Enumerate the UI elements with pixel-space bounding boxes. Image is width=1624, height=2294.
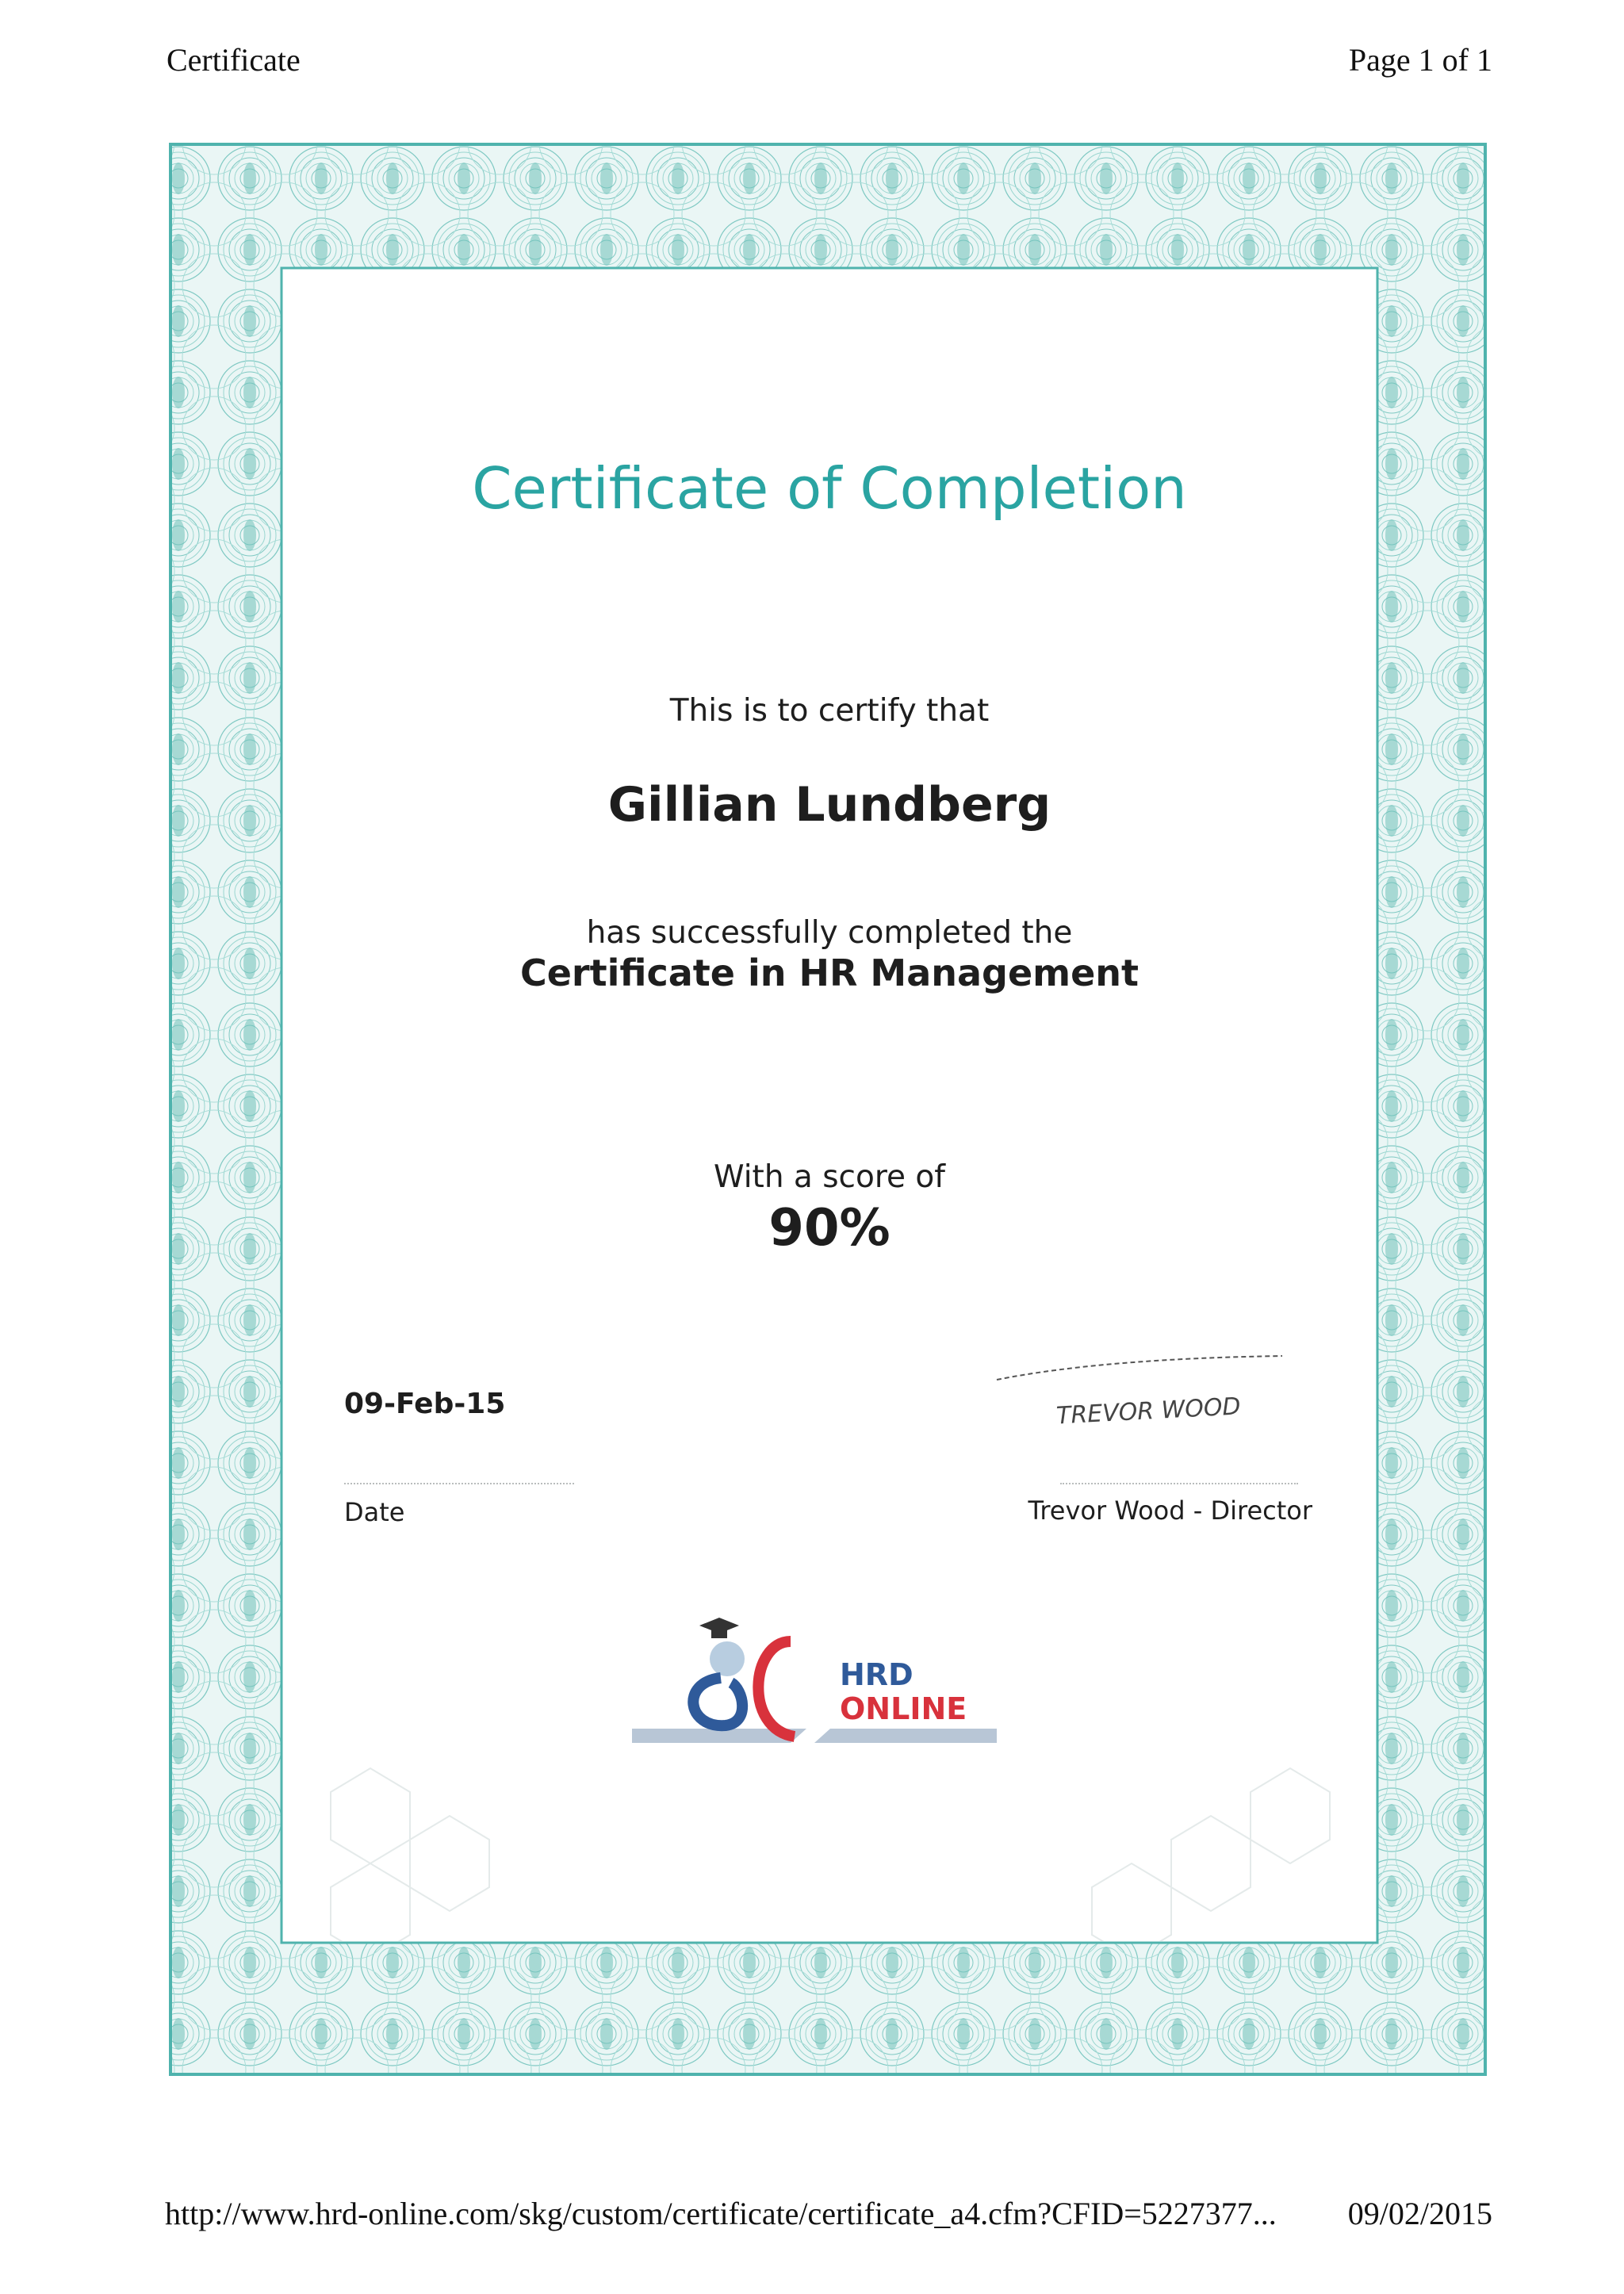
recipient-name: Gillian Lundberg bbox=[607, 777, 1051, 833]
signatory-label: Trevor Wood - Director bbox=[1028, 1496, 1312, 1526]
certify-text: This is to certify that bbox=[669, 693, 990, 729]
signature-text: TREVOR WOOD bbox=[1055, 1392, 1242, 1430]
certificate-title: Certificate of Completion bbox=[472, 455, 1187, 522]
issue-date: 09-Feb-15 bbox=[344, 1388, 506, 1420]
handwritten-signature bbox=[981, 1340, 1298, 1435]
signature-divider bbox=[1060, 1483, 1298, 1484]
score-lead-text: With a score of bbox=[713, 1159, 946, 1195]
score-value: 90% bbox=[768, 1199, 891, 1258]
date-divider bbox=[344, 1483, 574, 1484]
hexagon-pattern-decoration bbox=[283, 1760, 1376, 1941]
certificate-body bbox=[283, 270, 1376, 1941]
logo-line2: ONLINE bbox=[840, 1691, 967, 1726]
date-label: Date bbox=[344, 1497, 405, 1527]
completed-text: has successfully completed the bbox=[586, 915, 1073, 951]
page-footer-date: 09/02/2015 bbox=[1347, 2196, 1492, 2231]
course-name: Certificate in HR Management bbox=[519, 952, 1139, 994]
logo-line1: HRD bbox=[840, 1657, 914, 1692]
page-number: Page 1 of 1 bbox=[1348, 42, 1492, 78]
page-header-title: Certificate bbox=[167, 42, 301, 78]
page-footer-url: http://www.hrd-online.com/skg/custom/certificate/certificate_a4.cfm?CFID=5227377... bbox=[165, 2196, 1277, 2231]
hrd-online-logo bbox=[632, 1610, 1013, 1744]
